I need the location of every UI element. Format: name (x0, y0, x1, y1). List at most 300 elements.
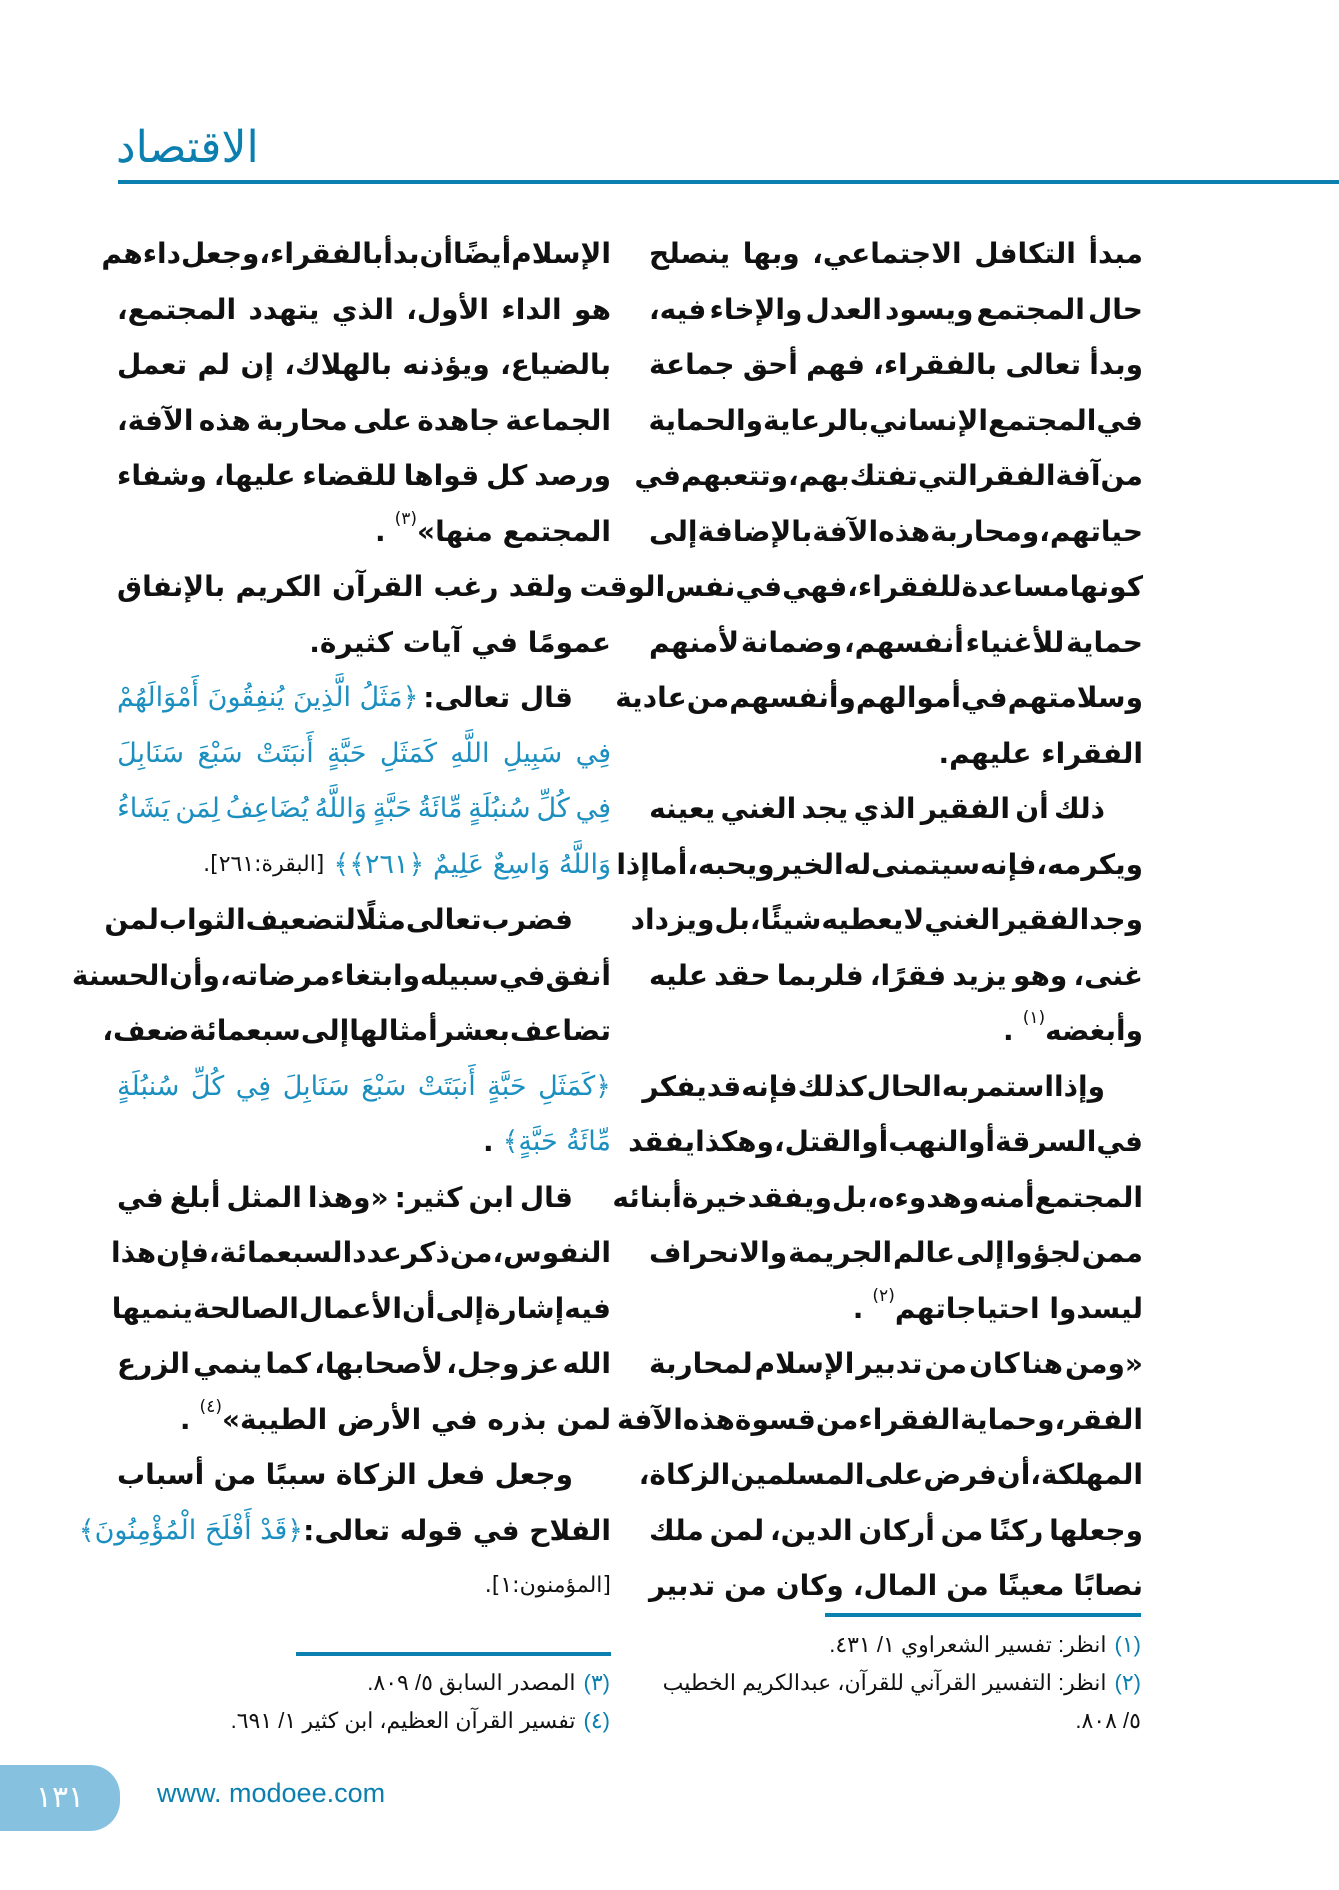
word: هو (574, 292, 611, 326)
word: تدبير (649, 1569, 716, 1602)
word: بالفقراء، (873, 348, 998, 381)
word: لمحاربة (649, 1347, 753, 1380)
quran-word: كُلِّ (190, 1070, 225, 1102)
word: تضاعف (509, 1014, 611, 1047)
word: يعينه (649, 792, 716, 825)
text-line (615, 670, 1143, 726)
word: الداء (501, 292, 562, 326)
word: أبنائه (612, 1180, 682, 1214)
word: بالإنفاق (117, 570, 226, 603)
word: إلى (300, 1014, 350, 1047)
quran-verse: وَاللَّهُ وَاسِعٌ عَلِيمٌ ﴿٢٦١﴾﴾ (333, 848, 611, 880)
word: من (686, 681, 730, 714)
word: بدأ (383, 237, 420, 270)
text-segment: لمن بذره في الأرض الطيبة»$^{(٤)}$ (199, 1396, 611, 1436)
word: لم (197, 348, 231, 381)
word: الذي (331, 292, 394, 326)
word: ومحاربة (930, 514, 1040, 548)
word: له (843, 847, 872, 881)
word: ركنًا (989, 1513, 1044, 1547)
text-line (117, 1336, 611, 1392)
word: تعمل (117, 348, 188, 381)
word: وكان (775, 1569, 844, 1602)
quran-word: سُنبُلَةٍ (468, 793, 531, 824)
word: لمن (709, 1513, 765, 1547)
text-segment: . (1003, 1014, 1014, 1047)
word: فإنه (980, 847, 1037, 881)
word: أمثالها (349, 1014, 438, 1047)
word: الإسلام (511, 237, 611, 270)
word: كونها (1069, 570, 1143, 603)
footnote-divider-left (296, 1652, 611, 1656)
word: من (815, 1402, 859, 1436)
word: أسباب (117, 1458, 205, 1491)
word: هذه (682, 1402, 735, 1436)
chapter-title: الاقتصاد (116, 122, 259, 173)
text-segment: المجتمع منها»$^{(٣)}$ (394, 508, 611, 548)
word: القتل، (773, 1125, 862, 1158)
word: ممن (1081, 1236, 1143, 1269)
text-line (649, 393, 1143, 449)
text-line (104, 892, 611, 948)
footnote-number: (٣) (583, 1670, 610, 1695)
text-line (117, 615, 611, 671)
text-line (111, 1281, 611, 1337)
word: السبعمائة، (208, 1236, 353, 1269)
word: بل (714, 903, 750, 936)
word: وجعلها (1049, 1513, 1143, 1547)
word: التي (917, 459, 978, 492)
word: الثواب (158, 903, 246, 936)
word: الآفة، (117, 403, 194, 437)
word: المجتمع (976, 292, 1085, 326)
text-line (638, 1447, 1143, 1503)
word: عليه (649, 958, 708, 992)
word: كذلك (797, 1069, 867, 1103)
word: لأصحابها، (314, 1347, 443, 1380)
word: إذا (616, 847, 650, 881)
word: السرقة (994, 1125, 1097, 1158)
text-line (612, 1170, 1143, 1226)
text-line (102, 1003, 611, 1059)
word: وبدأ (1089, 348, 1143, 381)
word: هنا (1021, 1347, 1063, 1380)
word: نفس (665, 570, 736, 603)
word: عدد (352, 1236, 402, 1269)
word: ورصد (534, 459, 611, 492)
word: ويسود (885, 292, 974, 326)
text-line (649, 1003, 1143, 1059)
word: عادية (615, 681, 687, 714)
word: فهم (806, 348, 865, 381)
word: لتضعيف (245, 903, 356, 936)
footnote-number: (٢) (1114, 1670, 1141, 1695)
word: الذي (853, 792, 916, 825)
text-segment: . (852, 1291, 864, 1325)
word: محاربة (256, 403, 348, 437)
footnote-divider-right (825, 1613, 1141, 1617)
word: والانحراف (649, 1236, 788, 1269)
word: من (213, 1458, 257, 1491)
word: القرآن (332, 570, 424, 603)
word: مرضاته، (219, 958, 331, 992)
text-line (649, 282, 1143, 338)
text-line (117, 1558, 611, 1614)
word: الفقير (999, 903, 1090, 936)
word: الإسلام (754, 1347, 855, 1380)
text-line (117, 504, 611, 560)
text-line (117, 282, 611, 338)
word: حماية (1066, 625, 1143, 659)
word: أن (419, 237, 454, 270)
word: من (1100, 459, 1143, 492)
footnote-3 (130, 1664, 610, 1702)
footnote-text: انظر: التفسير القرآني للقرآن، عبدالكريم الخطيب ٥/ ٨٠٨. (662, 1670, 1141, 1733)
word: تدبير (856, 1347, 923, 1380)
word: فيه، (649, 292, 707, 326)
word: ولقد (508, 570, 573, 603)
word: وجل، (446, 1347, 520, 1380)
word: من (940, 1513, 984, 1547)
word: أبلغ (169, 1180, 221, 1214)
text-line (117, 670, 611, 726)
text-line (117, 337, 611, 393)
footnote-1 (661, 1626, 1141, 1664)
quran-word: فِي (575, 793, 611, 824)
header-divider (118, 180, 1339, 184)
word: في (634, 459, 682, 492)
word: المسلمين (730, 1458, 865, 1491)
quran-word: ﴿كَمَثَلِ (538, 1070, 611, 1102)
word: الحسنة (71, 958, 170, 992)
word: والإخاء (709, 292, 803, 326)
word: من (724, 1569, 767, 1602)
word: حقد (714, 958, 771, 992)
word: في (735, 570, 783, 603)
word: آفة (1055, 459, 1101, 492)
text-line (649, 226, 1143, 282)
word: قسوة (734, 1402, 816, 1436)
text-segment: . (374, 514, 386, 548)
text-segment: الفلاح في قوله تعالى: (303, 1513, 611, 1547)
word: المجتمع (1034, 1180, 1143, 1214)
word: هذا (110, 1236, 157, 1269)
word: في (1096, 1125, 1143, 1158)
quran-word: سُنبُلَةٍ (117, 1070, 180, 1102)
text-line (117, 393, 611, 449)
text-column-left (71, 226, 611, 1614)
text-line (617, 1392, 1143, 1448)
quran-word: فِي (575, 737, 611, 769)
footnote-number: (٤) (583, 1708, 610, 1733)
word: الزرع (117, 1347, 190, 1380)
word: أنفق (545, 958, 611, 992)
word: المجتمع، (117, 292, 237, 326)
text-line (628, 1114, 1143, 1170)
word: وحماية (960, 1402, 1055, 1436)
quran-word: أَنبَتَتْ (417, 1070, 476, 1102)
text-line (117, 837, 611, 893)
word: بهم، (788, 459, 850, 492)
word: العدل (805, 292, 882, 326)
word: وهو (1012, 958, 1068, 992)
word: الجماعة (505, 403, 611, 437)
word: أركان (858, 1513, 935, 1547)
word: يجد (801, 792, 849, 825)
word: على (864, 1458, 924, 1491)
word: عز (522, 1347, 560, 1380)
word: يفقد (628, 1125, 696, 1158)
quran-verse: ﴿قَدْ أَفْلَحَ الْمُؤْمِنُونَ﴾ (78, 1514, 304, 1546)
word: ويكرمه، (1036, 847, 1143, 881)
quran-word: سَبْعَ (361, 1070, 407, 1102)
word: لمن (104, 903, 159, 936)
quran-word: كُلِّ (536, 793, 570, 824)
quran-word: سَنَابِلَ (282, 1070, 350, 1102)
word: بعشر (437, 1014, 510, 1047)
word: هذه (198, 403, 251, 437)
word: فيه (564, 1291, 611, 1325)
word: معينًا (997, 1569, 1065, 1602)
word: الفقراء (858, 1402, 961, 1436)
word: أمنه (979, 1180, 1035, 1214)
text-segment: ليسدوا احتياجاتهم$^{(٢)}$ (872, 1285, 1143, 1325)
quran-word: يُضَاعِفُ (225, 793, 309, 824)
text-line (649, 1558, 1143, 1614)
word: بالرعاية (763, 403, 870, 437)
text-line (649, 726, 1143, 782)
word: مبدأ (1088, 237, 1143, 270)
word: الخير (774, 847, 844, 881)
word: الصالحة (192, 1291, 299, 1325)
word: المهلكة، (1030, 1458, 1143, 1491)
word: ويزداد (630, 903, 715, 936)
word: سببًا (265, 1458, 327, 1491)
word: سبيله (420, 958, 499, 992)
word: النهب (888, 1125, 968, 1158)
word: وضمانة (740, 625, 843, 659)
text-line (649, 504, 1143, 560)
text-line (649, 781, 1143, 837)
word: مساعدة (961, 570, 1070, 603)
word: نصابًا (1073, 1569, 1143, 1602)
word: وتتعبهم (681, 459, 789, 492)
text-line (649, 1503, 1143, 1559)
text-segment: عمومًا في آيات كثيرة. (309, 625, 611, 659)
word: إلى (956, 1236, 1005, 1269)
text-segment: . (179, 1402, 191, 1436)
quran-word: وَاللَّهُ (314, 793, 367, 824)
word: المال، (852, 1569, 938, 1602)
text-line (117, 1059, 611, 1115)
word: حياتهم، (1039, 514, 1143, 548)
word: عالم (893, 1236, 956, 1269)
quran-word: سَنَابِلَ (117, 737, 185, 769)
word: في (1096, 403, 1143, 437)
verse-reference: [البقرة:٢٦١]. (203, 851, 325, 877)
verse-reference: [المؤمنون:١]. (484, 1573, 611, 1598)
word: أو (967, 1125, 995, 1158)
word: من (924, 1347, 967, 1380)
word: الغني (924, 903, 1000, 936)
footnote-marker: (٣) (394, 508, 417, 529)
word: الغني (720, 792, 797, 825)
footnote-4 (130, 1702, 610, 1740)
word: الوقت (579, 570, 666, 603)
word: الزكاة (335, 1458, 417, 1491)
text-segment: الفقراء عليهم. (938, 736, 1143, 770)
quran-verse: ﴿مَثَلُ الَّذِينَ يُنفِقُونَ أَمْوَالَهُمْ (117, 682, 419, 713)
text-line (117, 1114, 611, 1170)
word: وجعل (494, 1458, 573, 1491)
quran-word: كَمَثَلِ (379, 737, 437, 769)
text-line (117, 559, 611, 615)
text-segment: . (482, 1125, 494, 1158)
word: لا (903, 903, 925, 936)
word: الله (562, 1347, 611, 1380)
word: من (946, 1569, 989, 1602)
word: ويفقد (747, 1180, 832, 1214)
word: لجؤوا (1005, 1236, 1081, 1269)
word: الفقر (977, 459, 1056, 492)
word: التكافل (974, 237, 1076, 270)
text-line (78, 1503, 611, 1559)
word: ويحبه، (687, 847, 775, 881)
word: فلربما (776, 958, 864, 992)
word: أن (1015, 792, 1049, 825)
text-line (117, 1170, 611, 1226)
quran-word: حَبَّةٍ (327, 737, 367, 769)
word: في (960, 681, 1008, 714)
text-line (630, 892, 1143, 948)
word: بالضياع، (500, 348, 611, 381)
word: في (498, 958, 546, 992)
word: إلى (649, 514, 698, 548)
word: الزكاة، (638, 1458, 731, 1491)
footnote-marker: (١) (1022, 1008, 1046, 1028)
word: كل (486, 459, 528, 492)
word: الجريمة (788, 1236, 893, 1269)
word: إلى (435, 1291, 484, 1325)
word: الآفة (812, 514, 879, 548)
word: الكريم (235, 570, 322, 603)
website-link[interactable]: www. modoee.com (157, 1778, 386, 1808)
word: الأول، (406, 292, 490, 326)
word: «ومن (1064, 1347, 1143, 1380)
word: وأنفسهم (729, 681, 856, 714)
text-line (117, 781, 611, 837)
word: وإذا (1054, 1069, 1105, 1103)
word: جماعة (649, 348, 735, 381)
word: ينميها (111, 1291, 193, 1325)
word: وبها (742, 237, 800, 270)
quran-word: أَنبَتَتْ (255, 737, 314, 769)
word: وهدوءه، (867, 1180, 980, 1214)
text-line (117, 726, 611, 782)
word: يعطيه (821, 903, 904, 936)
word: المجتمع (987, 403, 1097, 437)
word: أموالهم (855, 681, 961, 714)
word: أيضًا (453, 237, 512, 270)
footnote-text: انظر: تفسير الشعراوي ١/ ٤٣١. (829, 1632, 1107, 1657)
word: أن (996, 1458, 1031, 1491)
footnote-text: المصدر السابق ٥/ ٨٠٩. (367, 1670, 576, 1695)
text-line (649, 1225, 1143, 1281)
word: ذلك (1054, 792, 1105, 825)
word: بالإضافة (697, 514, 813, 548)
text-line (117, 1447, 611, 1503)
word: داءهم (101, 237, 182, 270)
word: وأن (169, 958, 220, 992)
word: النفوس، (492, 1236, 611, 1269)
word: ينصلح (649, 237, 731, 270)
quran-word: حَبَّةٍ (487, 1070, 527, 1102)
word: المثل (226, 1180, 302, 1214)
word: غنى، (1073, 958, 1143, 992)
word: أنفسهم، (843, 625, 964, 659)
word: أما (649, 847, 688, 881)
word: الآفة (617, 1402, 683, 1436)
word: «وهذا (307, 1180, 389, 1214)
word: فضرب (481, 903, 573, 936)
quran-word: فِي (235, 1070, 272, 1102)
text-line (110, 1225, 611, 1281)
word: الفقر، (1054, 1402, 1143, 1436)
quran-word: مِّائَةُ (417, 793, 463, 824)
text-segment: وأبغضه$^{(١)}$ (1022, 1008, 1143, 1047)
text-line (579, 559, 1143, 615)
word: عليها، (213, 459, 296, 492)
quran-word: اللَّهِ (450, 737, 490, 769)
word: لأمنهم (649, 625, 740, 659)
quran-verse: مِّائَةُ حَبَّةٍ﴾ (502, 1126, 611, 1157)
word: بالهلاك، (284, 348, 392, 381)
word: وجعل (181, 237, 260, 270)
word: فرض (923, 1458, 997, 1491)
text-line (642, 1059, 1143, 1115)
word: أحق (742, 348, 798, 381)
word: فإنه (741, 1069, 798, 1103)
word: أن (402, 1291, 436, 1325)
word: يتهدد (248, 292, 320, 326)
quran-word: لِمَن (175, 793, 220, 824)
word: أو (861, 1125, 889, 1158)
word: وسلامتهم (1007, 681, 1143, 714)
text-line (117, 448, 611, 504)
footnote-marker: (٢) (872, 1285, 895, 1306)
word: كما (265, 1347, 311, 1380)
text-line (649, 615, 1143, 671)
word: سبعمائة (189, 1014, 301, 1047)
word: الأعمال (298, 1291, 402, 1325)
word: والحماية (648, 403, 764, 437)
word: مثلًا (355, 903, 406, 936)
quran-word: سَبِيلِ (502, 737, 563, 769)
word: حال (1088, 292, 1143, 326)
text-line (616, 837, 1143, 893)
word: كان (968, 1347, 1020, 1380)
text-segment: قال تعالى: (423, 681, 573, 714)
text-line (634, 448, 1143, 504)
word: الدين، (769, 1513, 853, 1547)
word: يزيد (952, 958, 1007, 992)
word: بل (831, 1180, 868, 1214)
word: من (449, 1236, 493, 1269)
word: فإن (156, 1236, 209, 1269)
word: رغب (433, 570, 499, 603)
word: قال (519, 1180, 573, 1214)
word: إن (240, 348, 274, 381)
